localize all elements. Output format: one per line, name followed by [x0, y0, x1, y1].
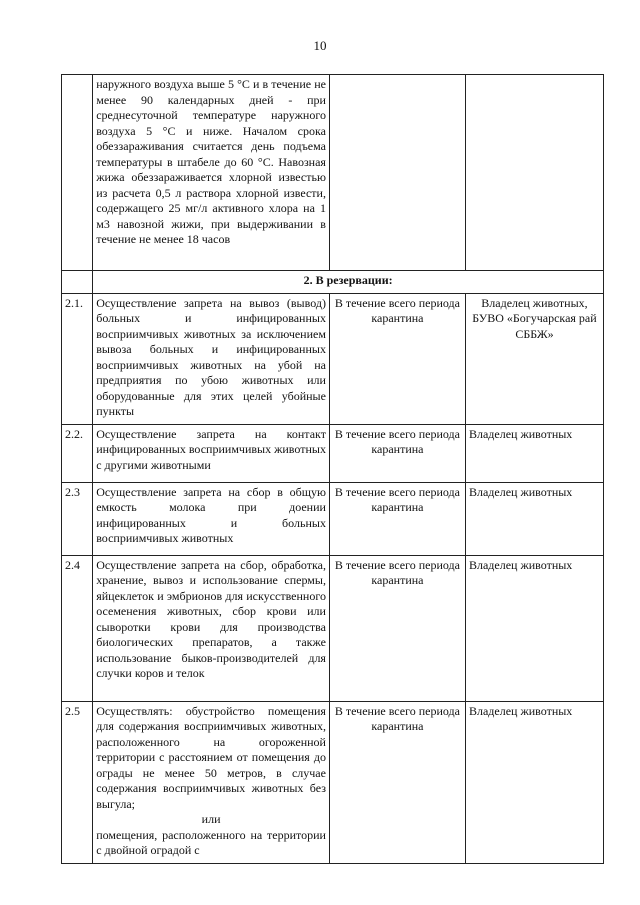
- table-row: [62, 555, 604, 701]
- action-text-part2: помещения, расположенного на территории с двойной оградой с: [96, 827, 326, 857]
- action-cell: Осуществление запрета на сбор, обработка, хранение, вывоз и использование спермы, яйцеклеток и эмбрионов для искусственного осеменения животных, сбор крови или сыворотки крови для производства биологических препаратов, а также использование быков-производителей для случки коров и телок: [93, 555, 330, 701]
- table-row: [62, 701, 604, 863]
- period-cell: [329, 75, 465, 271]
- row-number: 2.2.: [62, 424, 93, 482]
- table-row: [62, 293, 604, 424]
- section-header-row: [62, 271, 604, 294]
- row-number-cell: [62, 75, 93, 271]
- section-title: 2. В резервации:: [93, 271, 604, 294]
- row-number: 2.3: [62, 482, 93, 555]
- responsible-cell: Владелец животных: [465, 424, 603, 482]
- action-text-part1: Осуществлять: обустройство помещения для содержания восприимчивых животных, расположенного на огороженной территории с расстоянием от помещения до ограды не менее 50 метров, в случае содержания восприимчивых животных без выгула;: [96, 703, 326, 811]
- page-number: 10: [313, 38, 327, 53]
- action-text-or: или: [201, 812, 221, 826]
- action-cell: Осуществление запрета на контакт инфицированных восприимчивых животных с другими животными: [93, 424, 330, 482]
- responsible-cell: Владелец животных: [465, 482, 603, 555]
- row-number: 2.1.: [62, 293, 93, 424]
- period-cell: В течение всего периода карантина: [329, 482, 465, 555]
- row-number: 2.5: [62, 701, 93, 863]
- responsible-cell: Владелец животных, БУВО «Богучарская рай СББЖ»: [465, 293, 603, 424]
- table-row: [62, 424, 604, 482]
- action-cell: Осуществление запрета на вывоз (вывод) больных и инфицированных восприимчивых животных за исключением вывоза больных и инфицированных восприимчивых животных на убой на предприятия по убою животных или оборудованные для этих целей убойные пункты: [93, 293, 330, 424]
- table-row: [62, 482, 604, 555]
- row-number: 2.4: [62, 555, 93, 701]
- period-cell: В течение всего периода карантина: [329, 701, 465, 863]
- responsible-cell: Владелец животных: [465, 701, 603, 863]
- quarantine-measures-table: [61, 74, 604, 864]
- responsible-cell: [465, 75, 603, 271]
- action-cell: [93, 701, 330, 863]
- action-cell: наружного воздуха выше 5 °С и в течение не менее 90 календарных дней - при среднесуточной температуре наружного воздуха 5 °С и ниже. Началом срока обеззараживания считается день подъема температуры в штабеле до 60 °С. Навозная жижа обеззараживается хлорной известью из расчета 0,5 л раствора хлорной извести, содержащего 25 мг/л активного хлора на 1 м3 навозной жижи, при выдерживании в течение не менее 18 часов: [93, 75, 330, 271]
- action-cell: Осуществление запрета на сбор в общую емкость молока при доении инфицированных и больных восприимчивых животных: [93, 482, 330, 555]
- period-cell: В течение всего периода карантина: [329, 555, 465, 701]
- period-cell: В течение всего периода карантина: [329, 293, 465, 424]
- row-number-cell: [62, 271, 93, 294]
- table-row: [62, 75, 604, 271]
- period-cell: В течение всего периода карантина: [329, 424, 465, 482]
- responsible-cell: Владелец животных: [465, 555, 603, 701]
